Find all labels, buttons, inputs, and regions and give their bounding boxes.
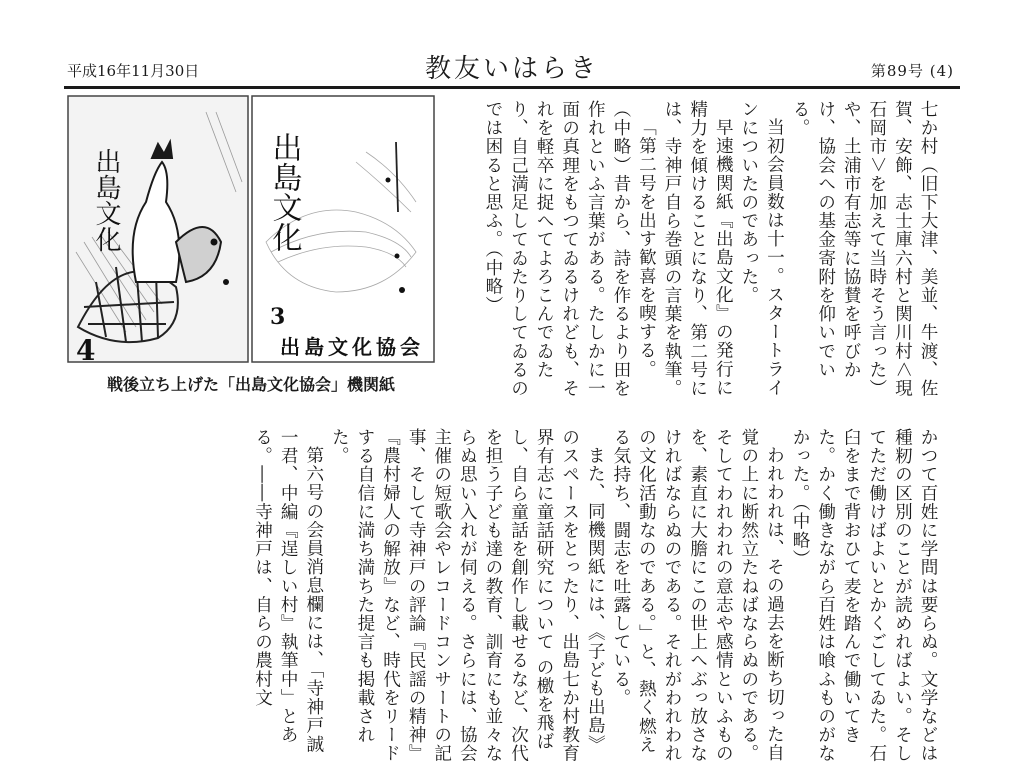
cover-issue-4 bbox=[68, 96, 248, 367]
article-bottom-column bbox=[44, 428, 940, 764]
cover-issue-3 bbox=[252, 96, 434, 362]
figure-caption: 戦後立ち上げた「出島文化協会」機関紙 bbox=[106, 375, 395, 394]
article-paragraph: かつて百姓に学問は要らぬ。文学などは種籾の区別のことが読めればよい。そしてただ働けばよいとかくごしてゐた。石臼をまで背おひて麦を踏んで働いてきた。かく働きながら百姓は喰ふものがなかった。（中略） bbox=[790, 428, 938, 763]
article-paragraph: 当初会員数は十一。スタートラインについたのであった。 bbox=[738, 100, 785, 397]
article-top-column bbox=[480, 100, 940, 404]
newsletter-title: 教友いはらき bbox=[424, 54, 599, 84]
back-cover-number: 4 bbox=[76, 334, 96, 367]
header-rule bbox=[64, 86, 960, 89]
cover-publisher: 出島文化協会 bbox=[280, 335, 424, 359]
article-paragraph: われわれは、その過去を断ち切った自覚の上に断然立たねばならぬのである。そしてわれわれの意志や感情といふものを、素直に大膽にこの世上へぶっ放さなければならぬのである。それがわれわれの文化活動なのである。」と、熱く燃える気持ち、闘志を吐露している。 bbox=[610, 428, 785, 763]
article-paragraph: 七か村（旧下大津、美並、牛渡、佐賀、安飾、志士庫六村と関川村＜現石岡市＞を加えて当時そう言った）や、土浦市有志等に協賛を呼びかけ、協会への基金寄附を仰いでいる。 bbox=[790, 100, 938, 398]
magazine-covers-image bbox=[66, 92, 436, 367]
page-date: 平成16年11月30日 bbox=[67, 62, 200, 80]
front-cover-title: 出島文化 bbox=[266, 132, 302, 252]
article-paragraph: 早速機関紙『出島文化』の発行に精力を傾けることになり、第二号には、寺神戸自ら巻頭の言葉を執筆。 bbox=[662, 100, 734, 398]
article-paragraph: 「第二号を出す歓喜を喫する。（中略）昔から、詩を作るより田を作れといふ言葉がある。たしかに一面の真理をもつてゐるけれども、それを軽卒に捉へてよろこんでゐたり、自己満足してゐたりしてゐるのでは困ると思ふ。（中略） bbox=[482, 100, 657, 398]
issue-number: 第89号 (4) bbox=[870, 62, 954, 80]
article-paragraph: 第六号の会員消息欄には、「寺神戸誠一君、中編『逞しい村』執筆中」とある。――寺神戸は、自らの農村文 bbox=[252, 428, 324, 753]
article-paragraph: また、同機関紙には、《子ども出島》のスペースをとったり、出島七か村教育界有志に童話研究について の檄を飛ばし、自ら童話を創作し載せるなど、次代を担う子ども達の教育、訓育にも並々ならぬ思い入れが伺える。さらには、協会主催の短歌会やレコードコンサートの記事、そして寺神戸の評論『民謡の精神』『農村婦人の解放』など、時代をリードする自信に満ち満ちた提言も掲載された。 bbox=[329, 428, 606, 763]
front-cover-number: 3 bbox=[270, 304, 286, 330]
back-cover-title: 出島文化 bbox=[91, 148, 121, 252]
